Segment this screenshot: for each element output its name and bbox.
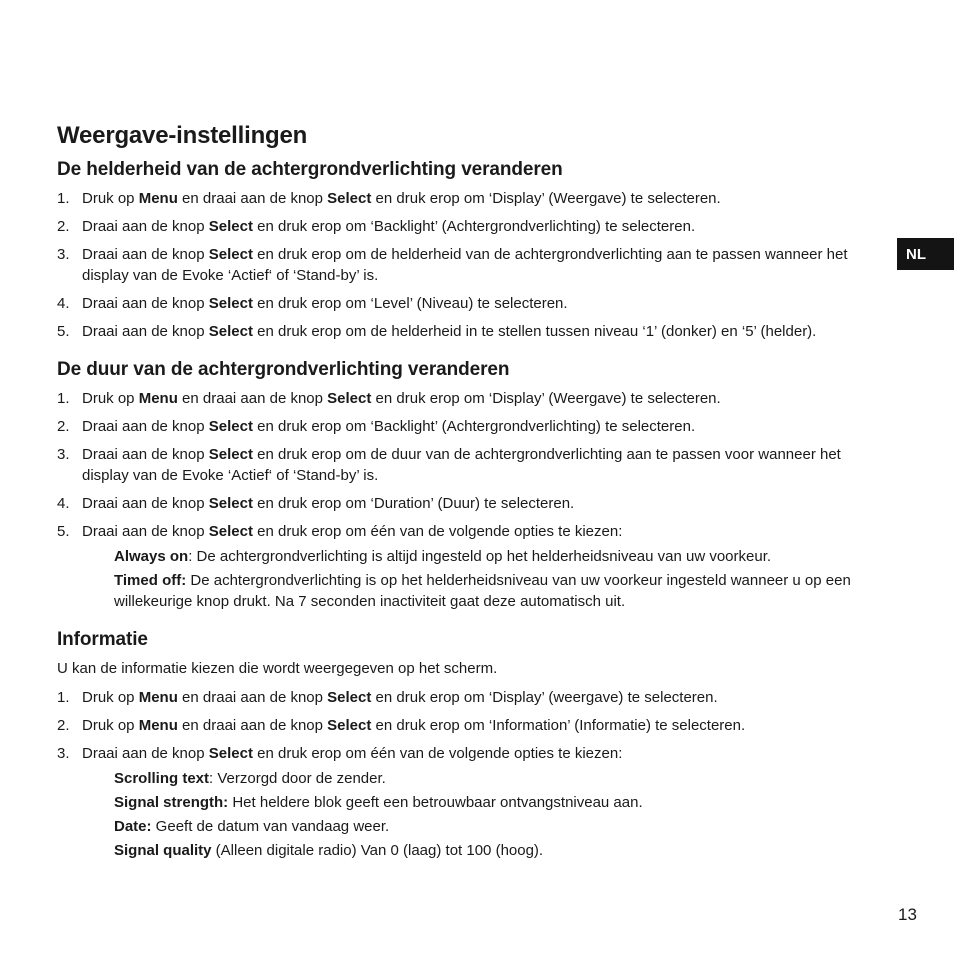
step-text: Draai aan de knop xyxy=(82,295,209,312)
option-desc: (Alleen digitale radio) Van 0 (laag) tot 100 (hoog). xyxy=(211,842,544,859)
brightness-steps xyxy=(57,188,887,342)
step-number: 1. xyxy=(57,390,70,407)
section-heading-duration: De duur van de achtergrondverlichting veranderen xyxy=(57,359,510,380)
option-desc: De achtergrondverlichting is op het helderheidsniveau van uw voorkeur ingesteld wanneer u op een willekeurige knop drukt. Na 7 seconden inactiviteit gaat deze automatisch uit. xyxy=(114,572,851,610)
option-term: Timed off: xyxy=(114,572,187,589)
language-tab: NL xyxy=(897,238,954,270)
list-item xyxy=(57,216,887,237)
option-term: Signal strength: xyxy=(114,794,229,811)
section-heading-info: Informatie xyxy=(57,629,148,650)
option-term: Signal quality xyxy=(114,842,212,859)
list-item xyxy=(57,293,887,314)
option-always-on xyxy=(114,546,887,567)
section-heading-brightness: De helderheid van de achtergrondverlichting veranderen xyxy=(57,159,563,180)
option-desc: : Verzorgd door de zender. xyxy=(209,770,386,787)
option-timed-off xyxy=(114,570,887,612)
list-item xyxy=(57,493,887,514)
step-number: 3. xyxy=(57,745,70,762)
option-term: Date: xyxy=(114,818,152,835)
step-text: Druk op xyxy=(82,190,139,207)
step-text: en druk erop om ‘Backlight’ (Achtergrondverlichting) te selecteren. xyxy=(252,418,696,435)
list-item xyxy=(57,521,887,612)
step-text: en druk erop om de duur van de achtergrondverlichting aan te passen voor wanneer het display van de Evoke ‘Actief‘ of ‘Stand-by’ is. xyxy=(82,446,841,484)
step-text: Draai aan de knop xyxy=(82,523,209,540)
step-text: en draai aan de knop xyxy=(177,190,328,207)
step-text: en draai aan de knop xyxy=(177,689,328,706)
step-number: 3. xyxy=(57,246,70,263)
key-label: Select xyxy=(208,418,253,435)
step-text: en draai aan de knop xyxy=(177,717,328,734)
step-number: 5. xyxy=(57,523,70,540)
page-number: 13 xyxy=(898,905,917,924)
step-text: en druk erop om ‘Display’ (Weergave) te selecteren. xyxy=(371,190,721,207)
option-term: Always on xyxy=(114,548,189,565)
key-label: Select xyxy=(327,390,372,407)
step-number: 5. xyxy=(57,323,70,340)
step-text: Draai aan de knop xyxy=(82,745,209,762)
step-text: en druk erop om de helderheid in te stellen tussen niveau ‘1’ (donker) en ‘5’ (helder). xyxy=(252,323,817,340)
step-text: Draai aan de knop xyxy=(82,446,209,463)
step-number: 2. xyxy=(57,418,70,435)
option-term: Scrolling text xyxy=(114,770,210,787)
step-number: 2. xyxy=(57,717,70,734)
option-signal-quality xyxy=(114,840,887,861)
key-label: Select xyxy=(327,689,372,706)
step-text: en druk erop om ‘Backlight’ (Achtergrondverlichting) te selecteren. xyxy=(252,218,696,235)
step-number: 4. xyxy=(57,295,70,312)
step-number: 2. xyxy=(57,218,70,235)
step-text: Draai aan de knop xyxy=(82,246,209,263)
key-label: Menu xyxy=(138,190,178,207)
list-item xyxy=(57,416,887,437)
key-label: Select xyxy=(208,218,253,235)
list-item xyxy=(57,321,887,342)
step-text: en druk erop om de helderheid van de achtergrondverlichting aan te passen wanneer het display van de Evoke ‘Actief‘ of ‘Stand-by’ is. xyxy=(82,246,848,284)
info-intro: U kan de informatie kiezen die wordt weergegeven op het scherm. xyxy=(57,660,498,677)
list-item xyxy=(57,188,887,209)
step-text: Draai aan de knop xyxy=(82,495,209,512)
step-text: en druk erop om één van de volgende opties te kiezen: xyxy=(252,523,623,540)
list-item xyxy=(57,743,887,861)
step-text: Draai aan de knop xyxy=(82,218,209,235)
key-label: Menu xyxy=(138,689,178,706)
step-text: Draai aan de knop xyxy=(82,418,209,435)
duration-options xyxy=(114,546,887,612)
step-text: en druk erop om ‘Information’ (Informatie) te selecteren. xyxy=(371,717,746,734)
step-text: en druk erop om één van de volgende opties te kiezen: xyxy=(252,745,623,762)
key-label: Select xyxy=(208,523,253,540)
info-options xyxy=(114,768,887,861)
option-desc: : De achtergrondverlichting is altijd ingesteld op het helderheidsniveau van uw voorkeur. xyxy=(188,548,772,565)
list-item xyxy=(57,388,887,409)
step-text: en druk erop om ‘Duration’ (Duur) te selecteren. xyxy=(252,495,575,512)
option-desc: Geeft de datum van vandaag weer. xyxy=(151,818,390,835)
key-label: Select xyxy=(208,495,253,512)
step-number: 1. xyxy=(57,190,70,207)
option-signal-strength xyxy=(114,792,887,813)
info-steps xyxy=(57,687,887,861)
key-label: Select xyxy=(208,446,253,463)
option-desc: Het heldere blok geeft een betrouwbaar ontvangstniveau aan. xyxy=(228,794,643,811)
step-text: Druk op xyxy=(82,717,139,734)
step-text: en druk erop om ‘Display’ (weergave) te selecteren. xyxy=(371,689,718,706)
list-item xyxy=(57,715,887,736)
option-date xyxy=(114,816,887,837)
step-number: 3. xyxy=(57,446,70,463)
duration-steps xyxy=(57,388,887,612)
step-text: Draai aan de knop xyxy=(82,323,209,340)
list-item xyxy=(57,444,887,486)
key-label: Select xyxy=(208,323,253,340)
step-text: en draai aan de knop xyxy=(177,390,328,407)
list-item xyxy=(57,244,887,286)
step-text: en druk erop om ‘Level’ (Niveau) te selecteren. xyxy=(252,295,568,312)
key-label: Select xyxy=(208,745,253,762)
list-item xyxy=(57,687,887,708)
step-number: 4. xyxy=(57,495,70,512)
step-number: 1. xyxy=(57,689,70,706)
key-label: Select xyxy=(208,295,253,312)
key-label: Select xyxy=(327,717,372,734)
option-scrolling-text xyxy=(114,768,887,789)
key-label: Menu xyxy=(138,717,178,734)
key-label: Select xyxy=(327,190,372,207)
step-text: en druk erop om ‘Display’ (Weergave) te selecteren. xyxy=(371,390,721,407)
page-title: Weergave-instellingen xyxy=(57,122,308,149)
step-text: Druk op xyxy=(82,390,139,407)
key-label: Menu xyxy=(138,390,178,407)
key-label: Select xyxy=(208,246,253,263)
step-text: Druk op xyxy=(82,689,139,706)
page-content xyxy=(57,120,887,868)
